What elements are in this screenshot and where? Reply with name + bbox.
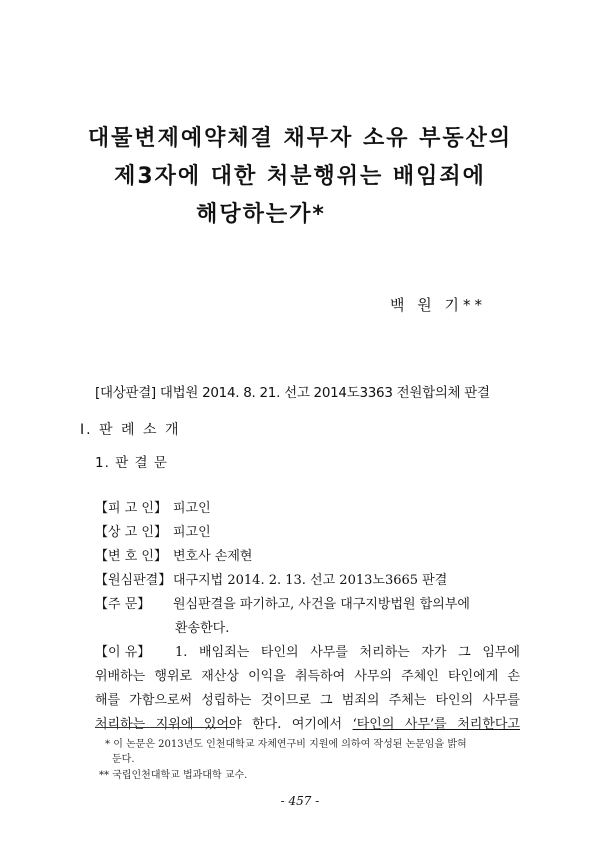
footnote-mark: ** <box>99 770 109 781</box>
footnote-mark: * <box>105 739 110 750</box>
field-value: 피고인 <box>173 525 211 540</box>
title-line-3: 해당하는가* <box>196 202 326 227</box>
author-name: 백 원 기** <box>390 296 487 314</box>
field-value: 피고인 <box>173 501 211 516</box>
footnote-2 <box>99 766 247 781</box>
field-defendant <box>95 497 211 516</box>
title-line-2: 제3자에 대한 처분행위는 배임죄에 <box>114 164 486 189</box>
reason-line-2: 위배하는 행위로 재산상 이익을 취득하여 사무의 주체인 타인에게 손 <box>95 669 520 684</box>
field-label: 【이 유】 <box>95 645 151 660</box>
reason-underlined-phrase: ‘타인의 사무’를 처리한다고 <box>352 717 520 732</box>
reason-line-1: 1. 배임죄는 타인의 사무를 처리하는 자가 그 임무에 <box>175 645 520 660</box>
field-order <box>95 593 470 612</box>
footnote-divider <box>95 727 235 728</box>
footnote-text: 국립인천대학교 법과대학 교수. <box>112 770 248 781</box>
page-number: - 457 - <box>280 794 320 808</box>
reason-line-4-text: 처리하는 지위에 있어야 한다. 여기에서 <box>95 717 353 732</box>
paper-title <box>0 120 600 234</box>
subsection-number: 1. <box>95 455 110 471</box>
field-label: 【피 고 인】 <box>95 501 167 516</box>
section-number: Ⅰ. <box>80 422 93 438</box>
field-value: 변호사 손제현 <box>173 549 253 564</box>
reason-line-3: 해를 가함으로써 성립하는 것이므로 그 범죄의 주체는 타인의 사무를 <box>95 693 520 708</box>
field-appellant <box>95 521 211 540</box>
footnote-text: 이 논문은 2013년도 인천대학교 자체연구비 지원에 의하여 작성된 논문임을 밝혀 <box>113 739 467 750</box>
field-value: 원심판결을 파기하고, 사건을 대구지방법원 합의부에 <box>173 597 470 612</box>
field-order-continuation: 환송한다. <box>175 621 230 636</box>
footnote-1-continuation: 둔다. <box>112 754 135 765</box>
reason-line-4 <box>95 713 520 732</box>
footnote-1 <box>105 735 467 750</box>
title-line-1: 대물변제예약체결 채무자 소유 부동산의 <box>87 126 513 151</box>
field-label: 【변 호 인】 <box>95 549 167 564</box>
case-reference: [대상판결] 대법원 2014. 8. 21. 선고 2014도3363 전원합의체 판결 <box>95 385 490 401</box>
field-label: 【상 고 인】 <box>95 525 167 540</box>
field-counsel <box>95 545 252 564</box>
subsection-title: 판 결 문 <box>115 455 168 471</box>
subsection-heading <box>95 451 168 471</box>
section-title: 판 례 소 개 <box>99 422 181 438</box>
field-label: 【주 문】 <box>95 597 151 612</box>
field-value: 대구지법 2014. 2. 13. 선고 2013노3665 판결 <box>173 573 448 588</box>
section-heading <box>80 419 181 439</box>
field-lower-court-judgment <box>95 569 447 588</box>
field-reason <box>95 641 173 660</box>
field-label: 【원심판결】 <box>95 573 172 588</box>
